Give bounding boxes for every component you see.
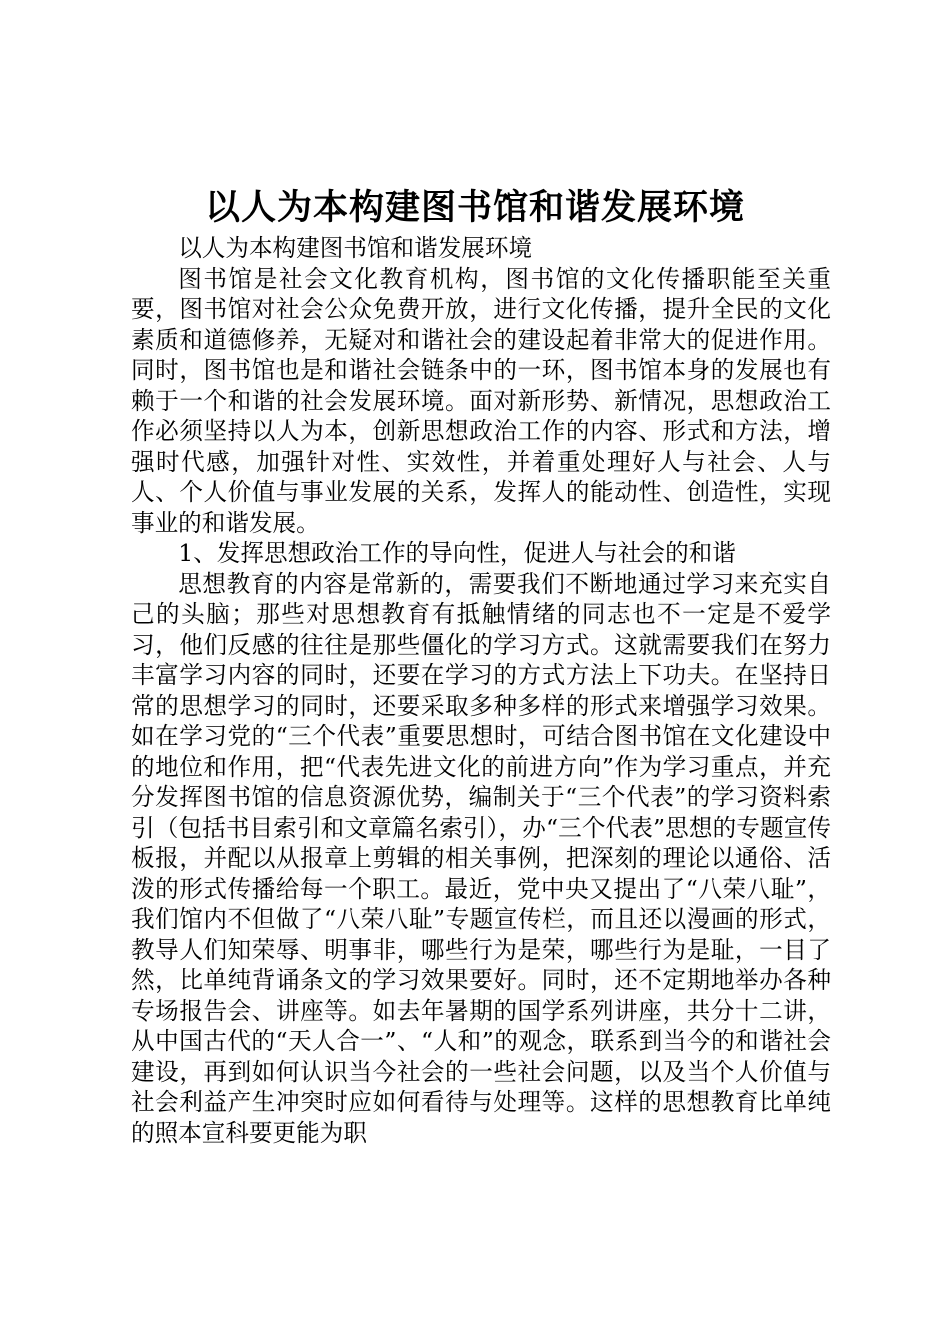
section-1-paragraph: 思想教育的内容是常新的，需要我们不断地通过学习来充实自己的头脑；那些对思想教育有抵触情绪的同志也不一定是不爱学习，他们反感的往往是那些僵化的学习方式。这就需要我们在努力丰富学习内容的同时，还要在学习的方式方法上下功夫。在坚持日常的思想学习的同时，还要采取多种多样的形式来增强学习效果。如在学习党的“三个代表”重要思想时，可结合图书馆在文化建设中的地位和作用，把“代表先进文化的前进方向”作为学习重点，并充分发挥图书馆的信息资源优势，编制关于“三个代表”的学习资料索引（包括书目索引和文章篇名索引），办“三个代表”思想的专题宣传板报，并配以从报章上剪辑的相关事例，把深刻的理论以通俗、活泼的形式传播给每一个职工。最近，党中央又提出了“八荣八耻”，我们馆内不但做了“八荣八耻”专题宣传栏，而且还以漫画的形式，教导人们知荣辱、明事非，哪些行为是荣，哪些行为是耻，一目了然，比单纯背诵条文的学习效果要好。同时，还不定期地举办各种专场报告会、讲座等。如去年暑期的国学系列讲座，共分十二讲，从中国古代的“天人合一”、“人和”的观念，联系到当今的和谐社会建设，再到如何认识当今社会的一些社会问题，以及当个人价值与社会利益产生冲突时应如何看待与处理等。这样的思想教育比单纯的照本宣科要更能为职	[131, 569, 831, 1147]
document-body	[131, 233, 831, 1148]
document-title: 以人为本构建图书馆和谐发展环境	[204, 188, 745, 228]
subtitle-paragraph: 以人为本构建图书馆和谐发展环境	[178, 234, 533, 262]
intro-paragraph: 图书馆是社会文化教育机构，图书馆的文化传播职能至关重要，图书馆对社会公众免费开放，进行文化传播，提升全民的文化素质和道德修养，无疑对和谐社会的建设起着非常大的促进作用。同时，图书馆也是和谐社会链条中的一环，图书馆本身的发展也有赖于一个和谐的社会发展环境。面对新形势、新情况，思想政治工作必须坚持以人为本，创新思想政治工作的内容、形式和方法，增强时代感，加强针对性、实效性，并着重处理好人与社会、人与人、个人价值与事业发展的关系，发挥人的能动性、创造性，实现事业的和谐发展。	[131, 264, 831, 537]
section-heading-1: 1、发挥思想政治工作的导向性，促进人与社会的和谐	[178, 539, 736, 567]
